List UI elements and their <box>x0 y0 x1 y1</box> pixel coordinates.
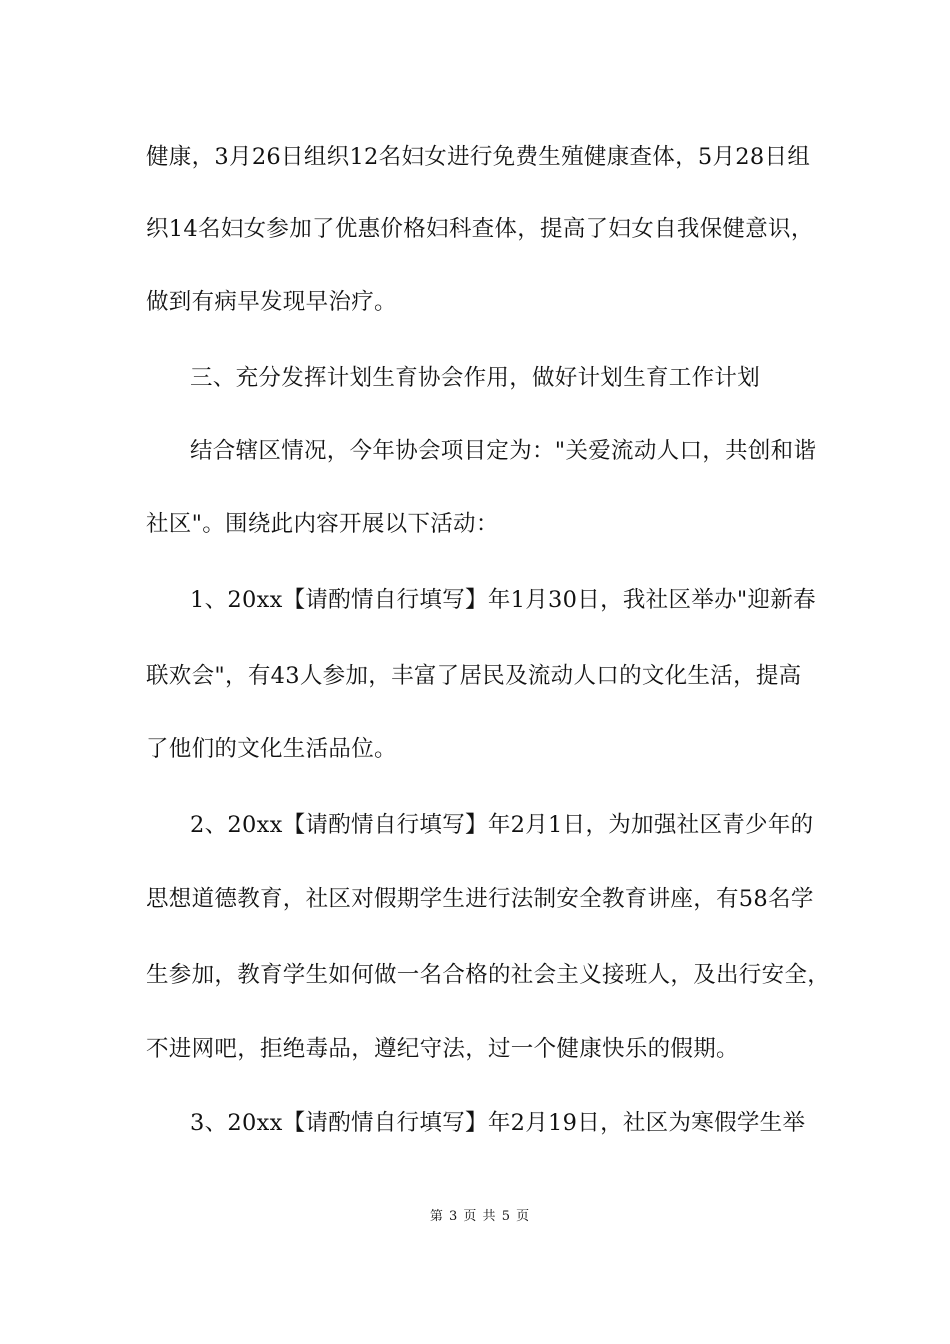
section-heading-3: 三、充分发挥计划生育协会作用，做好计划生育工作计划 <box>190 365 761 391</box>
paragraph-1-line-2: 织14名妇女参加了优惠价格妇科查体，提高了妇女自我保健意识， <box>146 216 814 242</box>
item-2-line-1: 2、20xx【请酌情自行填写】年2月1日，为加强社区青少年的 <box>190 812 814 838</box>
paragraph-2-line-1: 结合辖区情况，今年协会项目定为："关爱流动人口，共创和谐 <box>190 438 817 464</box>
paragraph-1-line-1: 健康，3月26日组织12名妇女进行免费生殖健康查体，5月28日组 <box>146 144 811 170</box>
item-2-line-4: 不进网吧，拒绝毒品，遵纪守法，过一个健康快乐的假期。 <box>146 1036 739 1062</box>
item-2-line-3: 生参加，教育学生如何做一名合格的社会主义接班人，及出行安全， <box>146 962 831 988</box>
paragraph-2-line-2: 社区"。围绕此内容开展以下活动： <box>146 511 499 537</box>
item-1-line-3: 了他们的文化生活品位。 <box>146 736 397 762</box>
page-number-footer: 第 3 页 共 5 页 <box>429 1209 531 1224</box>
item-1-line-2: 联欢会"，有43人参加，丰富了居民及流动人口的文化生活，提高 <box>146 663 802 689</box>
item-3-line-1: 3、20xx【请酌情自行填写】年2月19日，社区为寒假学生举 <box>190 1110 806 1136</box>
item-1-line-1: 1、20xx【请酌情自行填写】年1月30日，我社区举办"迎新春 <box>190 587 816 613</box>
item-2-line-2: 思想道德教育，社区对假期学生进行法制安全教育讲座，有58名学 <box>146 886 814 912</box>
paragraph-1-line-3: 做到有病早发现早治疗。 <box>146 289 397 315</box>
